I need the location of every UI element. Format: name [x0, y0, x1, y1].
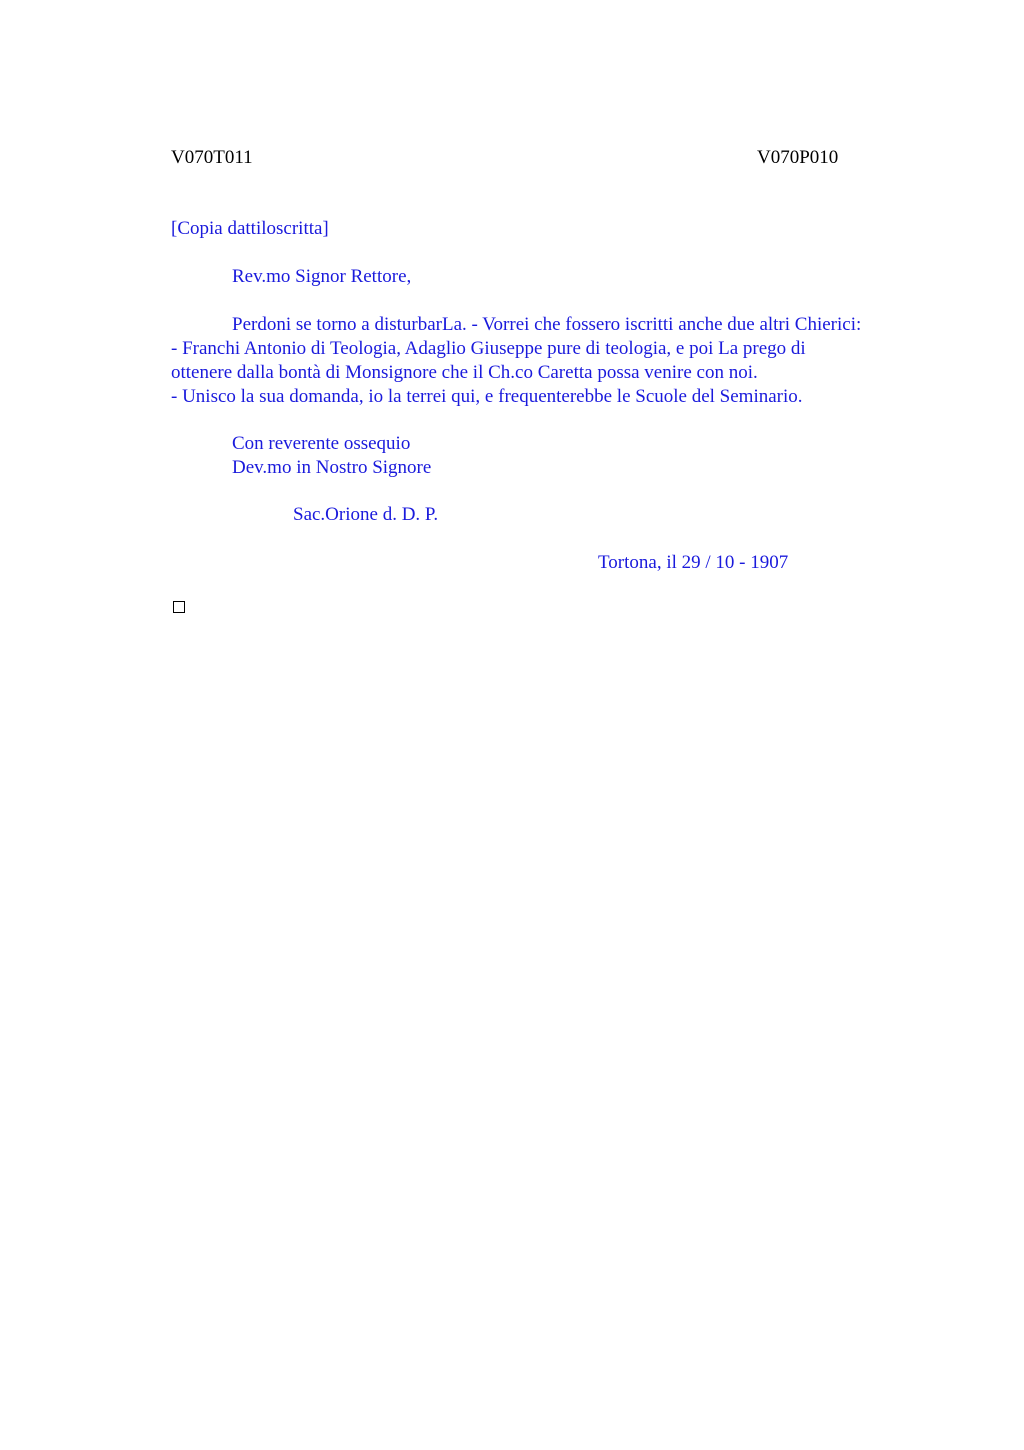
- body-line: - Franchi Antonio di Teologia, Adaglio Giuseppe pure di teologia, e poi La prego di: [171, 338, 806, 359]
- square-outline-icon: [173, 601, 185, 613]
- copy-note: [Copia dattiloscritta]: [171, 218, 329, 239]
- signature: Sac.Orione d. D. P.: [293, 504, 439, 525]
- place-date: Tortona, il 29 / 10 - 1907: [598, 552, 789, 573]
- closing-line: Dev.mo in Nostro Signore: [232, 457, 432, 478]
- document-code-left: V070T011: [171, 147, 253, 168]
- salutation: Rev.mo Signor Rettore,: [232, 266, 412, 287]
- body-line: - Unisco la sua domanda, io la terrei qui, e frequenterebbe le Scuole del Seminario.: [171, 386, 803, 407]
- body-line: ottenere dalla bontà di Monsignore che il Ch.co Caretta possa venire con noi.: [171, 362, 758, 383]
- body-line: Perdoni se torno a disturbarLa. - Vorrei che fossero iscritti anche due altri Chierici:: [232, 314, 862, 335]
- document-code-right: V070P010: [757, 147, 839, 168]
- closing-line: Con reverente ossequio: [232, 433, 411, 454]
